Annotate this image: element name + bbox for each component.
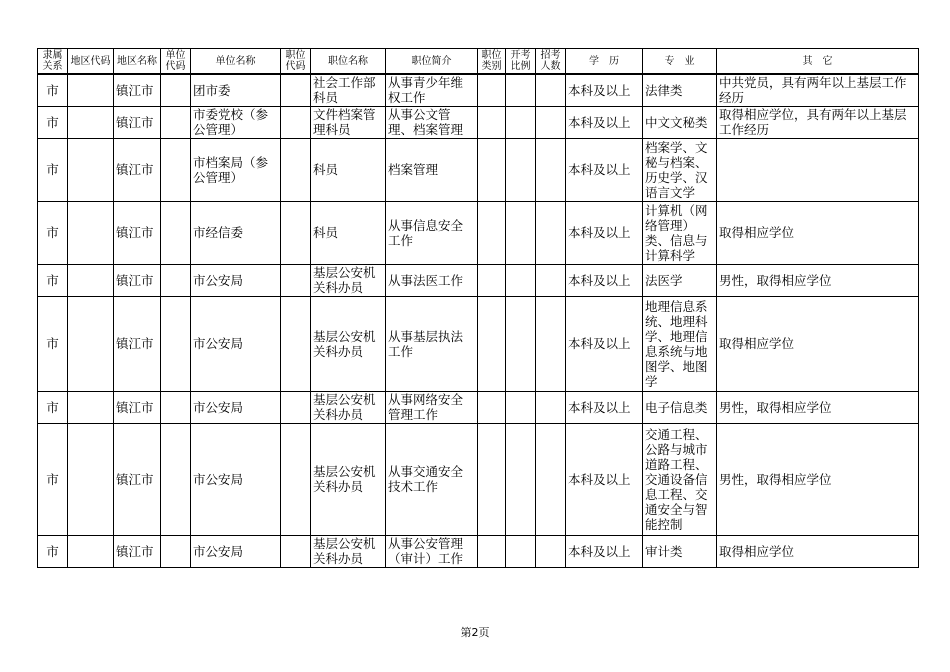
cell-post-code bbox=[281, 535, 311, 567]
table-row bbox=[38, 423, 919, 535]
cell-other: 男性，取得相应学位 bbox=[717, 423, 919, 535]
cell-region-name: 镇江市 bbox=[114, 535, 161, 567]
col-major: 专 业 bbox=[643, 49, 717, 75]
cell-post-code bbox=[281, 391, 311, 423]
cell-unit-name: 市经信委 bbox=[191, 201, 281, 264]
cell-region-name: 镇江市 bbox=[114, 423, 161, 535]
cell-other bbox=[717, 138, 919, 201]
cell-count bbox=[536, 106, 566, 138]
cell-unit-code bbox=[161, 264, 191, 296]
cell-education: 本科及以上 bbox=[566, 201, 643, 264]
cell-region-code bbox=[68, 74, 114, 106]
cell-unit-code bbox=[161, 391, 191, 423]
cell-post-type bbox=[478, 264, 506, 296]
cell-unit-name: 市委党校（参公管理） bbox=[191, 106, 281, 138]
cell-post-type bbox=[478, 106, 506, 138]
cell-relation: 市 bbox=[38, 138, 68, 201]
cell-major: 交通工程、公路与城市道路工程、交通设备信息工程、交通安全与智能控制 bbox=[643, 423, 717, 535]
cell-unit-name: 市公安局 bbox=[191, 264, 281, 296]
cell-post-name: 基层公安机关科办员 bbox=[311, 535, 386, 567]
table-body bbox=[38, 74, 919, 567]
cell-post-name: 科员 bbox=[311, 138, 386, 201]
cell-post-intro: 从事公安管理（审计）工作 bbox=[386, 535, 478, 567]
cell-relation: 市 bbox=[38, 423, 68, 535]
cell-post-code bbox=[281, 423, 311, 535]
cell-major: 地理信息系统、地理科学、地理信息系统与地图学、地图学 bbox=[643, 296, 717, 391]
cell-region-code bbox=[68, 423, 114, 535]
cell-unit-code bbox=[161, 138, 191, 201]
table-row bbox=[38, 535, 919, 567]
cell-region-code bbox=[68, 391, 114, 423]
col-education: 学 历 bbox=[566, 49, 643, 75]
cell-ratio bbox=[506, 106, 536, 138]
cell-other: 男性，取得相应学位 bbox=[717, 264, 919, 296]
cell-unit-code bbox=[161, 106, 191, 138]
cell-unit-code bbox=[161, 296, 191, 391]
cell-post-type bbox=[478, 391, 506, 423]
col-unit-code: 单位代码 bbox=[161, 49, 191, 75]
cell-unit-code bbox=[161, 423, 191, 535]
cell-post-name: 基层公安机关科办员 bbox=[311, 423, 386, 535]
cell-post-type bbox=[478, 138, 506, 201]
cell-ratio bbox=[506, 423, 536, 535]
cell-relation: 市 bbox=[38, 296, 68, 391]
cell-count bbox=[536, 201, 566, 264]
cell-count bbox=[536, 391, 566, 423]
cell-post-type bbox=[478, 74, 506, 106]
col-count: 招考人数 bbox=[536, 49, 566, 75]
cell-post-type bbox=[478, 296, 506, 391]
cell-region-code bbox=[68, 264, 114, 296]
cell-ratio bbox=[506, 201, 536, 264]
table-row bbox=[38, 296, 919, 391]
cell-post-intro: 从事交通安全技术工作 bbox=[386, 423, 478, 535]
cell-unit-name: 市档案局（参公管理） bbox=[191, 138, 281, 201]
cell-education: 本科及以上 bbox=[566, 138, 643, 201]
cell-count bbox=[536, 423, 566, 535]
cell-education: 本科及以上 bbox=[566, 535, 643, 567]
cell-relation: 市 bbox=[38, 201, 68, 264]
page-number: 第2页 bbox=[460, 626, 490, 639]
cell-education: 本科及以上 bbox=[566, 391, 643, 423]
cell-relation: 市 bbox=[38, 535, 68, 567]
table-row bbox=[38, 201, 919, 264]
cell-education: 本科及以上 bbox=[566, 296, 643, 391]
cell-post-name: 基层公安机关科办员 bbox=[311, 264, 386, 296]
cell-unit-name: 市公安局 bbox=[191, 535, 281, 567]
cell-post-code bbox=[281, 296, 311, 391]
cell-other: 男性，取得相应学位 bbox=[717, 391, 919, 423]
cell-other: 取得相应学位 bbox=[717, 535, 919, 567]
col-relation: 隶属关系 bbox=[38, 49, 68, 75]
cell-post-intro: 从事基层执法工作 bbox=[386, 296, 478, 391]
cell-post-intro: 从事法医工作 bbox=[386, 264, 478, 296]
cell-ratio bbox=[506, 138, 536, 201]
cell-post-name: 社会工作部科员 bbox=[311, 74, 386, 106]
cell-unit-name: 市公安局 bbox=[191, 296, 281, 391]
cell-post-name: 文件档案管理科员 bbox=[311, 106, 386, 138]
cell-major: 法律类 bbox=[643, 74, 717, 106]
cell-unit-name: 市公安局 bbox=[191, 391, 281, 423]
col-region-name: 地区名称 bbox=[114, 49, 161, 75]
cell-post-intro: 从事青少年维权工作 bbox=[386, 74, 478, 106]
cell-ratio bbox=[506, 535, 536, 567]
cell-ratio bbox=[506, 391, 536, 423]
cell-region-name: 镇江市 bbox=[114, 138, 161, 201]
col-post-code: 职位代码 bbox=[281, 49, 311, 75]
cell-region-name: 镇江市 bbox=[114, 391, 161, 423]
cell-region-code bbox=[68, 201, 114, 264]
cell-count bbox=[536, 264, 566, 296]
cell-region-name: 镇江市 bbox=[114, 74, 161, 106]
cell-post-intro: 从事信息安全工作 bbox=[386, 201, 478, 264]
cell-post-code bbox=[281, 138, 311, 201]
col-post-type: 职位类别 bbox=[478, 49, 506, 75]
table-row bbox=[38, 138, 919, 201]
cell-major: 法医学 bbox=[643, 264, 717, 296]
cell-unit-code bbox=[161, 74, 191, 106]
col-post-intro: 职位简介 bbox=[386, 49, 478, 75]
cell-unit-code bbox=[161, 201, 191, 264]
cell-other: 取得相应学位 bbox=[717, 296, 919, 391]
cell-ratio bbox=[506, 74, 536, 106]
col-region-code: 地区代码 bbox=[68, 49, 114, 75]
cell-major: 计算机（网络管理）类、信息与计算科学 bbox=[643, 201, 717, 264]
table-row bbox=[38, 391, 919, 423]
cell-post-code bbox=[281, 106, 311, 138]
col-other: 其 它 bbox=[717, 49, 919, 75]
col-post-name: 职位名称 bbox=[311, 49, 386, 75]
table-row bbox=[38, 74, 919, 106]
cell-region-name: 镇江市 bbox=[114, 201, 161, 264]
col-ratio: 开考比例 bbox=[506, 49, 536, 75]
cell-region-code bbox=[68, 296, 114, 391]
cell-post-type bbox=[478, 423, 506, 535]
cell-unit-name: 团市委 bbox=[191, 74, 281, 106]
cell-relation: 市 bbox=[38, 106, 68, 138]
table-row bbox=[38, 264, 919, 296]
cell-count bbox=[536, 535, 566, 567]
cell-other: 中共党员，具有两年以上基层工作经历 bbox=[717, 74, 919, 106]
table-header-row bbox=[38, 49, 919, 75]
cell-major: 档案学、文秘与档案、历史学、汉语言文学 bbox=[643, 138, 717, 201]
cell-count bbox=[536, 138, 566, 201]
cell-post-code bbox=[281, 264, 311, 296]
col-unit-name: 单位名称 bbox=[191, 49, 281, 75]
cell-region-name: 镇江市 bbox=[114, 264, 161, 296]
cell-relation: 市 bbox=[38, 391, 68, 423]
cell-major: 中文文秘类 bbox=[643, 106, 717, 138]
cell-count bbox=[536, 74, 566, 106]
cell-post-name: 基层公安机关科办员 bbox=[311, 391, 386, 423]
cell-post-intro: 从事公文管理、档案管理 bbox=[386, 106, 478, 138]
cell-region-code bbox=[68, 106, 114, 138]
cell-education: 本科及以上 bbox=[566, 74, 643, 106]
cell-post-intro: 从事网络安全管理工作 bbox=[386, 391, 478, 423]
cell-count bbox=[536, 296, 566, 391]
cell-major: 审计类 bbox=[643, 535, 717, 567]
cell-relation: 市 bbox=[38, 74, 68, 106]
cell-region-name: 镇江市 bbox=[114, 296, 161, 391]
cell-region-code bbox=[68, 535, 114, 567]
cell-other: 取得相应学位 bbox=[717, 201, 919, 264]
cell-education: 本科及以上 bbox=[566, 264, 643, 296]
cell-post-name: 科员 bbox=[311, 201, 386, 264]
cell-major: 电子信息类 bbox=[643, 391, 717, 423]
cell-region-name: 镇江市 bbox=[114, 106, 161, 138]
cell-relation: 市 bbox=[38, 264, 68, 296]
table-row bbox=[38, 106, 919, 138]
cell-unit-code bbox=[161, 535, 191, 567]
cell-region-code bbox=[68, 138, 114, 201]
cell-ratio bbox=[506, 264, 536, 296]
cell-post-type bbox=[478, 535, 506, 567]
cell-unit-name: 市公安局 bbox=[191, 423, 281, 535]
cell-post-code bbox=[281, 74, 311, 106]
cell-post-type bbox=[478, 201, 506, 264]
cell-education: 本科及以上 bbox=[566, 106, 643, 138]
cell-ratio bbox=[506, 296, 536, 391]
cell-post-code bbox=[281, 201, 311, 264]
cell-education: 本科及以上 bbox=[566, 423, 643, 535]
cell-post-intro: 档案管理 bbox=[386, 138, 478, 201]
job-table bbox=[37, 48, 919, 568]
cell-post-name: 基层公安机关科办员 bbox=[311, 296, 386, 391]
cell-other: 取得相应学位，具有两年以上基层工作经历 bbox=[717, 106, 919, 138]
